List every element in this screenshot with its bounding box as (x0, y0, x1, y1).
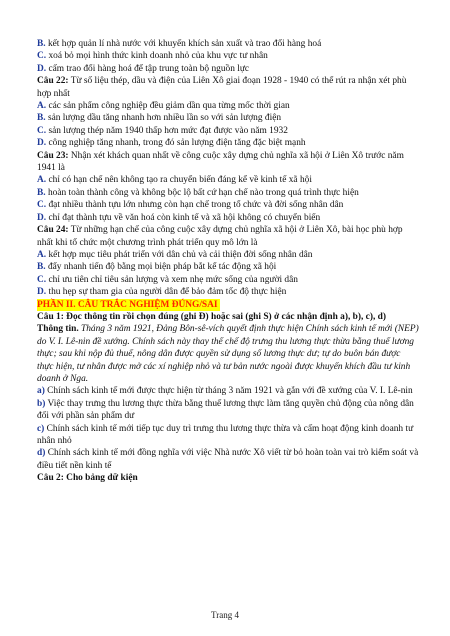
info-text: Tháng 3 năm 1921, Đảng Bôn-sê-vích quyết định thực hiện Chính sách kinh tế mới (NEP) do V. I. Lê-nin đề xướng. Chính sách này thay thế chế độ trưng thu lương thực thừa bằng thuế lương thực; sau khi nộp đủ thuế, nông dân được quyền sử dụng số lương thực dư; tự do buôn bán được thực hiện, tư nhân được mở các xí nghiệp nhỏ và tư bản nước ngoài được khuyến khích đầu tư kinh doanh ở Nga. (37, 324, 419, 384)
option-label: D. (37, 287, 47, 298)
option-label: B. (37, 262, 46, 273)
tf1-statement-c (37, 423, 419, 448)
statement-label: c) (37, 423, 45, 434)
q24-option-d (37, 286, 419, 298)
option-label: C. (37, 125, 47, 136)
option-text: sản lượng dầu tăng nhanh hơn nhiều lần so với sản lượng điện (47, 113, 282, 124)
q23-stem (37, 150, 419, 175)
q23-option-a (37, 174, 419, 186)
option-label: A. (37, 175, 47, 186)
tf1-title: Câu 1: Đọc thông tin rồi chọn đúng (ghi Đ) hoặc sai (ghi S) ở các nhận định a), b), c), d) (37, 311, 386, 322)
q23-option-b (37, 187, 419, 199)
question-number: Câu 22: (37, 76, 69, 87)
option-text: chỉ ưu tiên chỉ tiêu sản lượng và xem nhẹ mức sống của người dân (48, 274, 298, 285)
option-text: sản lượng thép năm 1940 thấp hơn mức đạt được vào năm 1932 (48, 125, 288, 136)
option-text: cấm trao đổi hàng hoá để tập trung toàn bộ nguồn lực (48, 63, 250, 74)
option-text: công nghiệp tăng nhanh, trong đó sản lượng điện tăng đặc biệt mạnh (48, 138, 306, 149)
option-label: B. (37, 187, 46, 198)
question-text: Từ những hạn chế của công cuộc xây dựng chủ nghĩa xã hội ở Liên Xô, bài học phù hợp nhất khi tổ chức một chương trình phát triển quy mô lớn là (37, 225, 403, 248)
q24-option-a (37, 249, 419, 261)
option-label: A. (37, 249, 47, 260)
statement-label: a) (37, 386, 45, 397)
option-text: chỉ đạt thành tựu về văn hoá còn kinh tế và xã hội không có chuyển biến (48, 212, 321, 223)
option-label: D. (37, 212, 47, 223)
tf1-statement-b (37, 398, 419, 423)
question-text: Nhận xét khách quan nhất về công cuộc xây dựng chủ nghĩa xã hội ở Liên Xô trước năm 1941 là (37, 150, 404, 174)
statement-text: Chính sách kinh tế mới được thực hiện từ tháng 3 năm 1921 và gắn với đề xướng của V. I. Lê-nin (47, 386, 413, 397)
tf2-title: Câu 2: Cho bảng dữ kiện (37, 473, 138, 484)
section-title: PHẦN II. CÂU TRẮC NGHIỆM ĐÚNG/SAI (37, 299, 218, 310)
tf1-statement-a (37, 385, 419, 397)
option-label: D. (37, 63, 47, 74)
option-label: C. (37, 274, 47, 285)
q24-option-b (37, 261, 419, 273)
option-text: đẩy nhanh tiến độ bằng mọi biện pháp bắt kể tác động xã hội (47, 262, 277, 273)
statement-label: d) (37, 448, 46, 459)
q22-option-b (37, 112, 419, 124)
q24-stem (37, 224, 419, 249)
statement-label: b) (37, 398, 46, 409)
q22-option-a (37, 100, 419, 112)
option-label: C. (37, 200, 47, 211)
option-text: hoàn toàn thành công và không bộc lộ bất cứ hạn chế nào trong quá trình thực hiện (47, 187, 359, 198)
q22-option-c (37, 125, 419, 137)
option-text: xoá bỏ mọi hình thức kinh doanh nhỏ của khu vực tư nhân (48, 51, 268, 62)
section-2-heading (37, 299, 419, 311)
q23-option-d (37, 212, 419, 224)
statement-text: Chính sách kinh tế mới tiếp tục duy trì trưng thu lương thực thừa và cấm hoạt động kinh doanh tư nhân nhỏ (37, 423, 414, 446)
document-page (37, 38, 419, 485)
option-label: B. (37, 39, 46, 49)
q21-option-b (37, 38, 419, 50)
q22-option-d (37, 137, 419, 149)
option-text: kết hợp quản lí nhà nước với khuyến khích sản xuất và trao đổi hàng hoá (47, 39, 322, 49)
q22-stem (37, 75, 419, 100)
question-number: Câu 23: (37, 150, 69, 161)
tf1-info (37, 323, 419, 385)
tf1-statement-d (37, 447, 419, 472)
option-text: các sản phẩm công nghiệp đều giảm dần qua từng mốc thời gian (48, 101, 290, 112)
option-label: A. (37, 101, 47, 112)
option-text: đạt nhiều thành tựu lớn nhưng còn hạn chế trong tổ chức và đời sống nhân dân (48, 200, 344, 211)
statement-text: Việc thay trưng thu lương thực thừa bằng thuế lương thực làm tăng quyền chủ động của nông dân đối với phần sản phẩm dư (37, 398, 414, 422)
q21-option-d (37, 63, 419, 75)
option-text: thu hẹp sự tham gia của người dân để bảo đảm tốc độ thực hiện (48, 287, 287, 298)
option-label: C. (37, 51, 47, 62)
option-text: chỉ có hạn chế nên không tạo ra chuyển biến đáng kể về kinh tế xã hội (48, 175, 312, 186)
q23-option-c (37, 199, 419, 211)
option-label: B. (37, 113, 46, 124)
question-text: Từ số liệu thép, dầu và điện của Liên Xô giai đoạn 1928 - 1940 có thể rút ra nhận xét phù hợp nhất (37, 76, 407, 99)
info-label: Thông tin. (37, 324, 79, 335)
option-text: kết hợp mục tiêu phát triển với dân chủ và cải thiện đời sống nhân dân (48, 249, 313, 260)
statement-text: Chính sách kinh tế mới đồng nghĩa với việc Nhà nước Xô viết từ bỏ hoàn toàn vai trò kiểm soát và điều tiết nền kinh tế (37, 448, 419, 471)
question-number: Câu 24: (37, 225, 69, 236)
option-label: D. (37, 138, 47, 149)
page-footer: Trang 4 (211, 610, 239, 620)
q24-option-c (37, 274, 419, 286)
q21-option-c (37, 50, 419, 62)
